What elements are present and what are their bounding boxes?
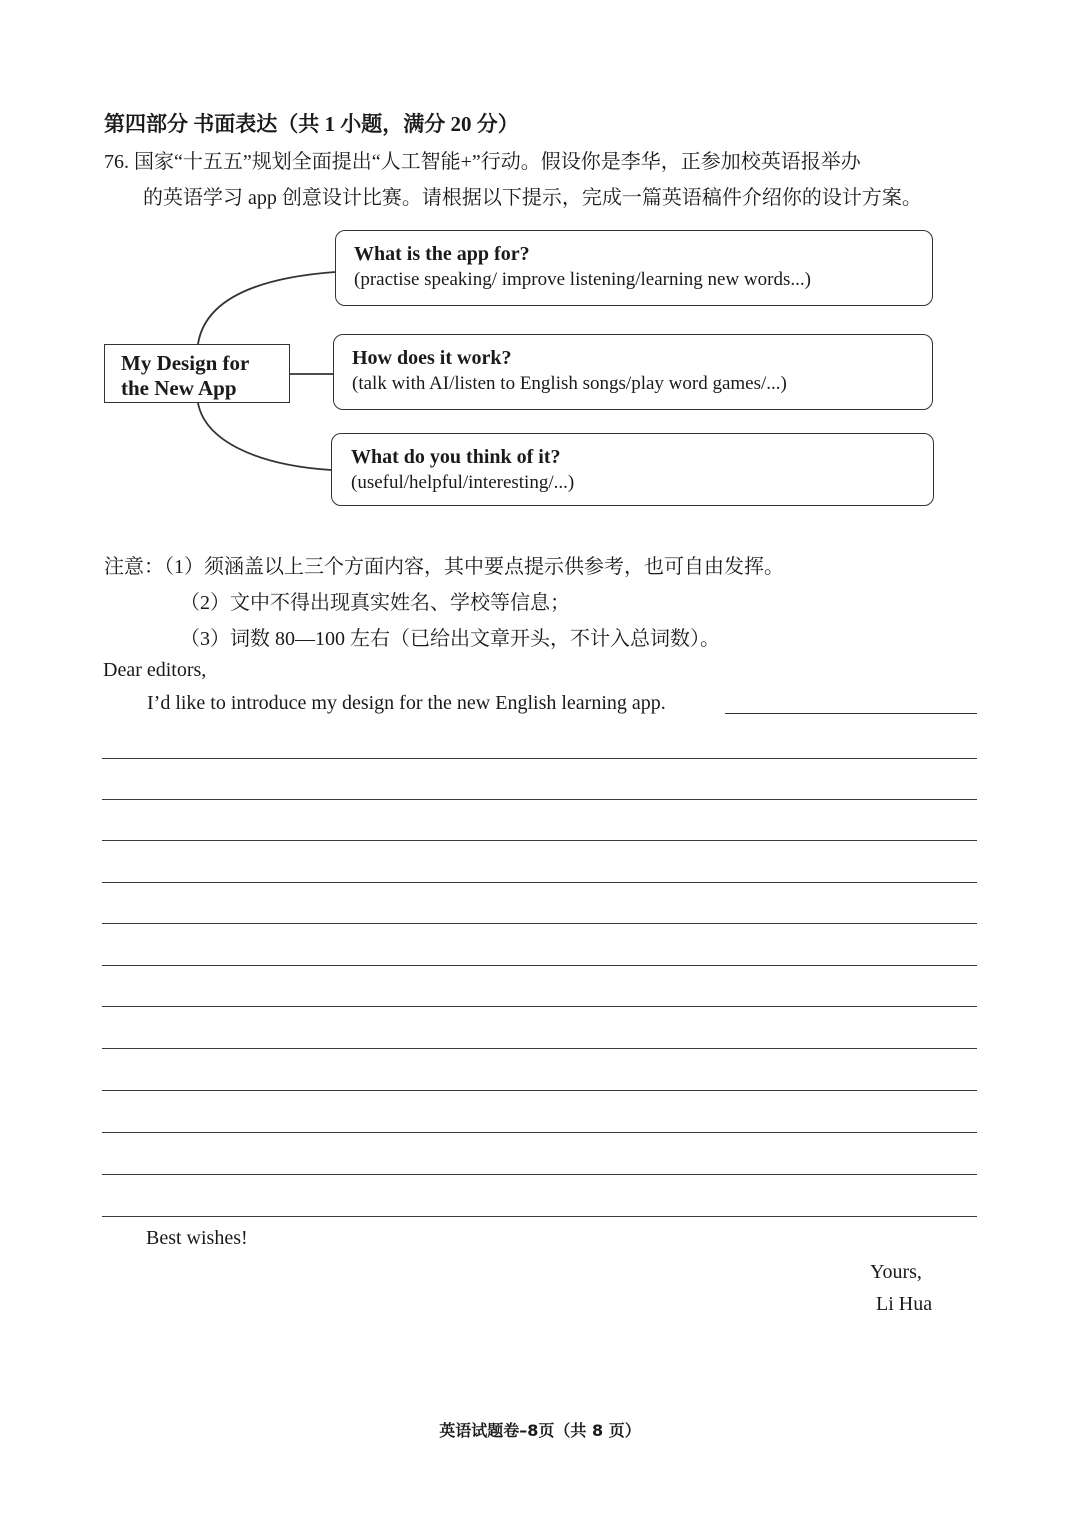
prompt-box-how-it-works — [333, 334, 933, 410]
prompt-question: How does it work? — [352, 347, 512, 369]
writing-line[interactable] — [102, 1048, 977, 1049]
note-2: （2）文中不得出现真实姓名、学校等信息； — [180, 592, 570, 614]
writing-line[interactable] — [725, 713, 977, 714]
writing-line[interactable] — [102, 1216, 977, 1217]
section-title: 第四部分 书面表达（共 1 小题，满分 20 分） — [104, 112, 519, 136]
letter-sign-off: Yours, — [870, 1261, 922, 1283]
letter-signature-name: Li Hua — [876, 1293, 933, 1315]
writing-line[interactable] — [102, 758, 977, 759]
writing-line[interactable] — [102, 840, 977, 841]
prompt-box-opinion — [331, 433, 934, 506]
writing-line[interactable] — [102, 923, 977, 924]
prompt-question: What is the app for? — [354, 243, 530, 265]
writing-line[interactable] — [102, 965, 977, 966]
writing-line[interactable] — [102, 1006, 977, 1007]
writing-line[interactable] — [102, 799, 977, 800]
prompt-box-purpose — [335, 230, 933, 306]
question-line-2: 的英语学习 app 创意设计比赛。请根据以下提示，完成一篇英语稿件介绍你的设计方案。 — [143, 187, 922, 209]
writing-line[interactable] — [102, 1132, 977, 1133]
question-line-1: 76. 国家“十五五”规划全面提出“人工智能+”行动。假设你是李华，正参加校英语报举办 — [104, 151, 861, 173]
note-1: 注意：（1）须涵盖以上三个方面内容，其中要点提示供参考，也可自由发挥。 — [104, 556, 784, 578]
note-3: （3）词数 80—100 左右（已给出文章开头，不计入总词数）。 — [180, 628, 720, 650]
mind-map-center-box — [104, 344, 290, 403]
writing-line[interactable] — [102, 1174, 977, 1175]
center-label-line-2: the New App — [121, 376, 237, 400]
prompt-question: What do you think of it? — [351, 446, 561, 468]
writing-line[interactable] — [102, 882, 977, 883]
letter-opening-sentence: I’d like to introduce my design for the new English learning app. — [147, 692, 666, 714]
prompt-hint: (talk with AI/listen to English songs/play word games/...) — [352, 373, 787, 394]
letter-salutation: Dear editors, — [103, 659, 207, 681]
letter-closing: Best wishes! — [146, 1227, 248, 1249]
page-footer: 英语试题卷–8页（共 8 页） — [439, 1421, 641, 1440]
prompt-hint: (practise speaking/ improve listening/learning new words...) — [354, 269, 811, 290]
writing-line[interactable] — [102, 1090, 977, 1091]
center-label-line-1: My Design for — [121, 351, 250, 375]
prompt-hint: (useful/helpful/interesting/...) — [351, 472, 575, 493]
